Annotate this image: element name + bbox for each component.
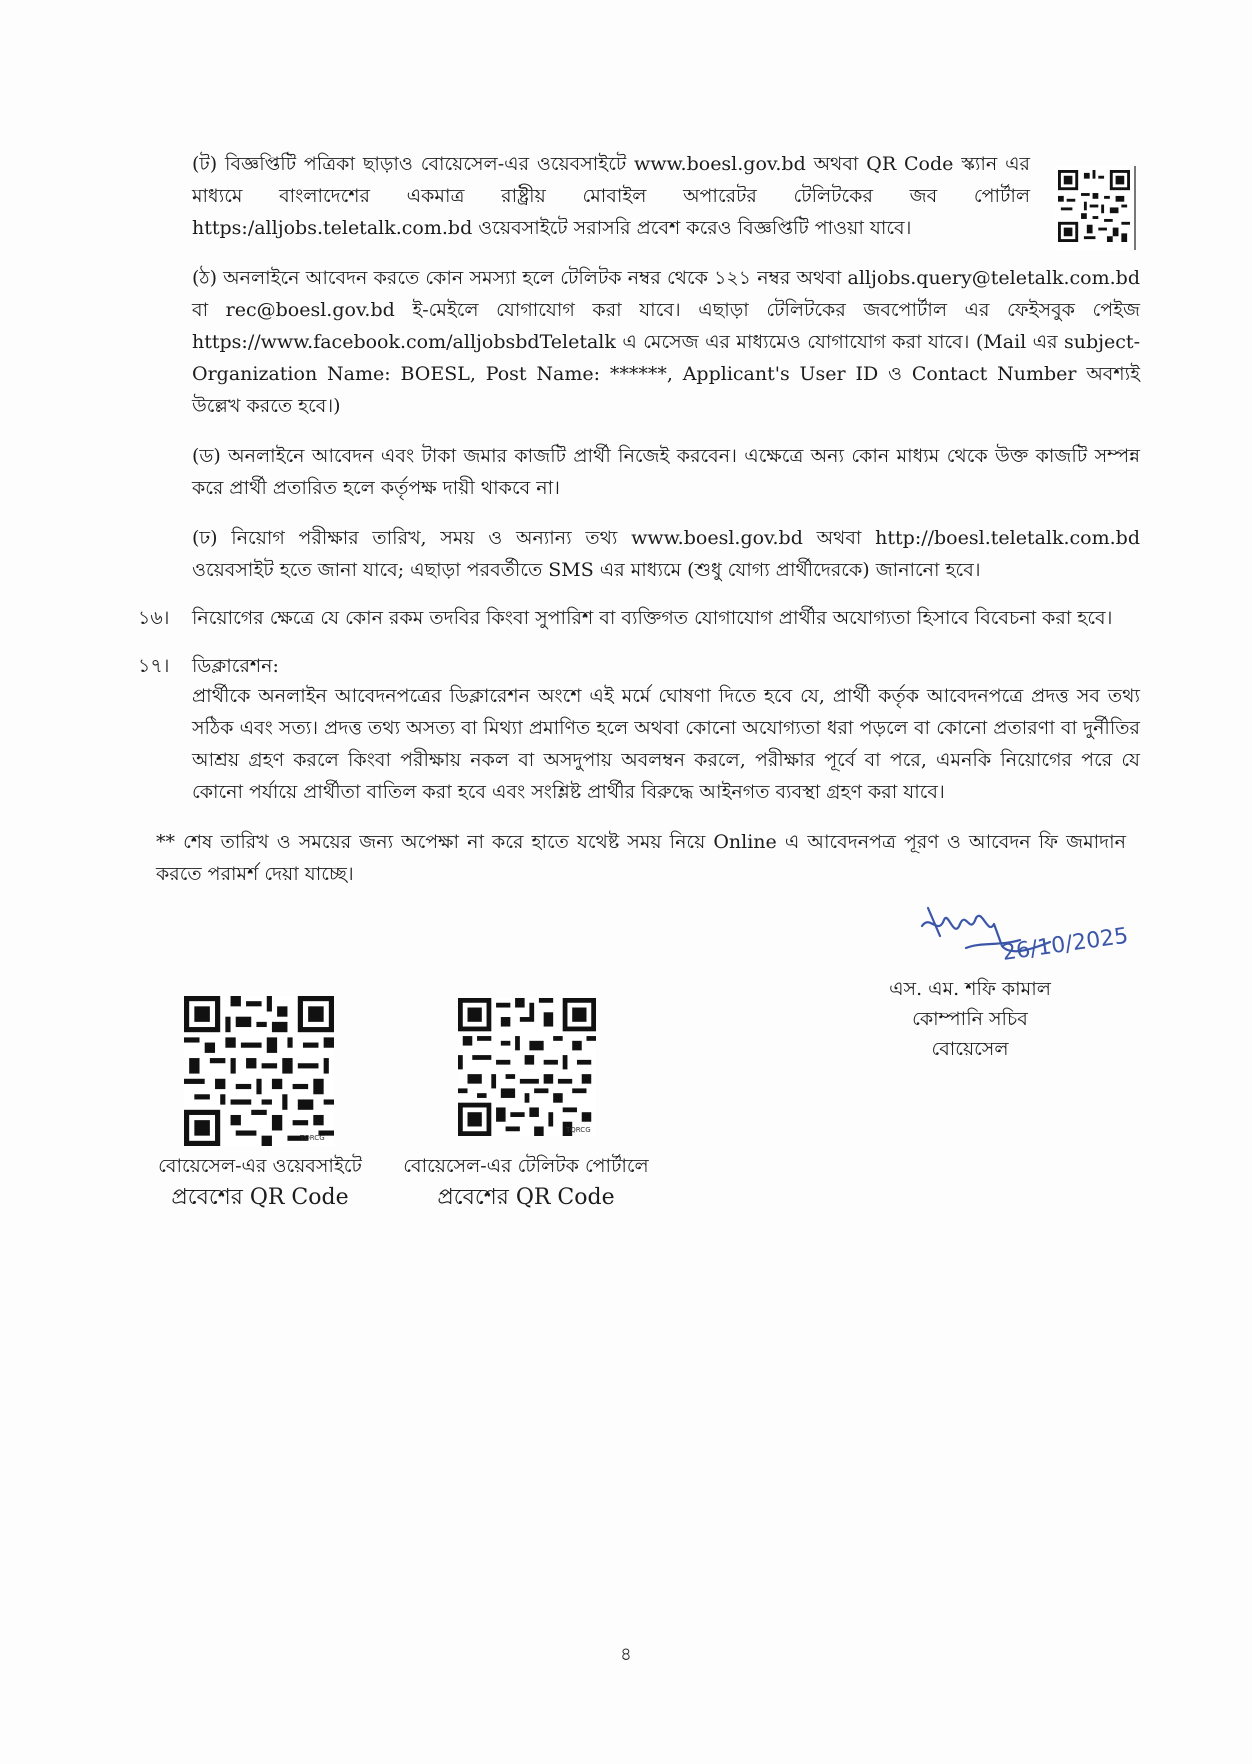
page-number: ৪ [620, 1644, 632, 1665]
paragraph-ta: (ট) বিজ্ঞপ্তিটি পত্রিকা ছাড়াও বোয়েসেল-এর ওয়েবসাইটে www.boesl.gov.bd অথবা QR Code স্ক্যান এর মাধ্যমে বাংলাদেশের একমাত্র রাষ্ট্রীয় মোবাইল অপারেটর টেলিটকের জব পোর্টাল https:/alljobs.teletalk.com.bd ওয়েবসাইটে সরাসরি প্রবেশ করেও বিজ্ঞপ্তিটি পাওয়া যাবে। [192, 153, 1030, 239]
qr-code-website [184, 996, 334, 1146]
signatory-organization: বোয়েসেল [931, 1038, 1009, 1060]
qr-code-teletalk [458, 998, 596, 1136]
qr-teletalk-caption-line2: প্রবেশের QR Code [437, 1185, 615, 1210]
qr-website-graphic [184, 996, 334, 1146]
qr-small-graphic [1058, 170, 1130, 242]
qr-website-caption-line1: বোয়েসেল-এর ওয়েবসাইটে [158, 1155, 362, 1177]
qr-code-small [1054, 166, 1136, 250]
handwritten-signature [910, 896, 1140, 976]
signatory-designation: কোম্পানি সচিব [912, 1008, 1028, 1030]
qr-teletalk-caption-line1: বোয়েসেল-এর টেলিটক পোর্টালে [403, 1155, 649, 1177]
qr-website-caption [140, 1150, 380, 1214]
qr-website-tag: TQRCG [300, 1134, 325, 1142]
item-17-heading: ডিক্লারেশন: [192, 655, 279, 677]
qr-teletalk-tag: TQRCG [566, 1126, 591, 1134]
qr-teletalk-graphic [458, 998, 596, 1136]
item-16-text: নিয়োগের ক্ষেত্রে যে কোন রকম তদবির কিংবা সুপারিশ বা ব্যক্তিগত যোগাযোগ প্রার্থীর অযোগ্যতা হিসাবে বিবেচনা করা হবে। [192, 607, 1113, 629]
qr-website-caption-line2: প্রবেশের QR Code [171, 1185, 349, 1210]
signatory-block [850, 974, 1090, 1064]
deadline-note: ** শেষ তারিখ ও সময়ের জন্য অপেক্ষা না করে হাতে যথেষ্ট সময় নিয়ে Online এ আবেদনপত্র পূরণ ও আবেদন ফি জমাদান করতে পরামর্শ দেয়া যাচ্ছে। [156, 831, 1126, 885]
qr-teletalk-caption [396, 1150, 656, 1214]
item-16-number: ১৬। [138, 607, 170, 629]
paragraph-da: (ড) অনলাইনে আবেদন এবং টাকা জমার কাজটি প্রার্থী নিজেই করবেন। এক্ষেত্রে অন্য কোন মাধ্যম থেকে উক্ত কাজটি সম্পন্ন করে প্রার্থী প্রতারিত হলে কর্তৃপক্ষ দায়ী থাকবে না। [192, 445, 1140, 499]
item-17-number: ১৭। [138, 655, 170, 677]
paragraph-tha: (ঠ) অনলাইনে আবেদন করতে কোন সমস্যা হলে টেলিটক নম্বর থেকে ১২১ নম্বর অথবা alljobs.query@teletalk.com.bd বা rec@boesl.gov.bd ই-মেইলে যোগাযোগ করা যাবে। এছাড়া টেলিটকের জবপোর্টাল এর ফেইসবুক পেইজ https://www.facebook.com/alljobsbdTeletalk এ মেসেজ এর মাধ্যমেও যোগাযোগ করা যাবে। (Mail এর subject-Organization Name: BOESL, Post Name: ******, Applicant's User ID ও Contact Number অবশ্যই উল্লেখ করতে হবে।) [192, 267, 1140, 417]
paragraph-dha: (ঢ) নিয়োগ পরীক্ষার তারিখ, সময় ও অন্যান্য তথ্য www.boesl.gov.bd অথবা http://boesl.teletalk.com.bd ওয়েবসাইট হতে জানা যাবে; এছাড়া পরবর্তীতে SMS এর মাধ্যমে (শুধু যোগ্য প্রার্থীদেরকে) জানানো হবে। [192, 527, 1140, 581]
item-17-text: প্রার্থীকে অনলাইন আবেদনপত্রের ডিক্লারেশন অংশে এই মর্মে ঘোষণা দিতে হবে যে, প্রার্থী কর্তৃক আবেদনপত্রে প্রদত্ত সব তথ্য সঠিক এবং সত্য। প্রদত্ত তথ্য অসত্য বা মিথ্যা প্রমাণিত হলে অথবা কোনো অযোগ্যতা ধরা পড়লে বা কোনো প্রতারণা বা দুর্নীতির আশ্রয় গ্রহণ করলে কিংবা পরীক্ষায় নকল বা অসদুপায় অবলম্বন করলে, পরীক্ষার পূর্বে বা পরে, এমনকি নিয়োগের পরে যে কোনো পর্যায়ে প্রার্থীতা বাতিল করা হবে এবং সংশ্লিষ্ট প্রার্থীর বিরুদ্ধে আইনগত ব্যবস্থা গ্রহণ করা যাবে। [192, 685, 1140, 803]
signatory-name: এস. এম. শফি কামাল [889, 978, 1051, 1000]
signature-date: 26/10/2025 [1000, 923, 1130, 966]
